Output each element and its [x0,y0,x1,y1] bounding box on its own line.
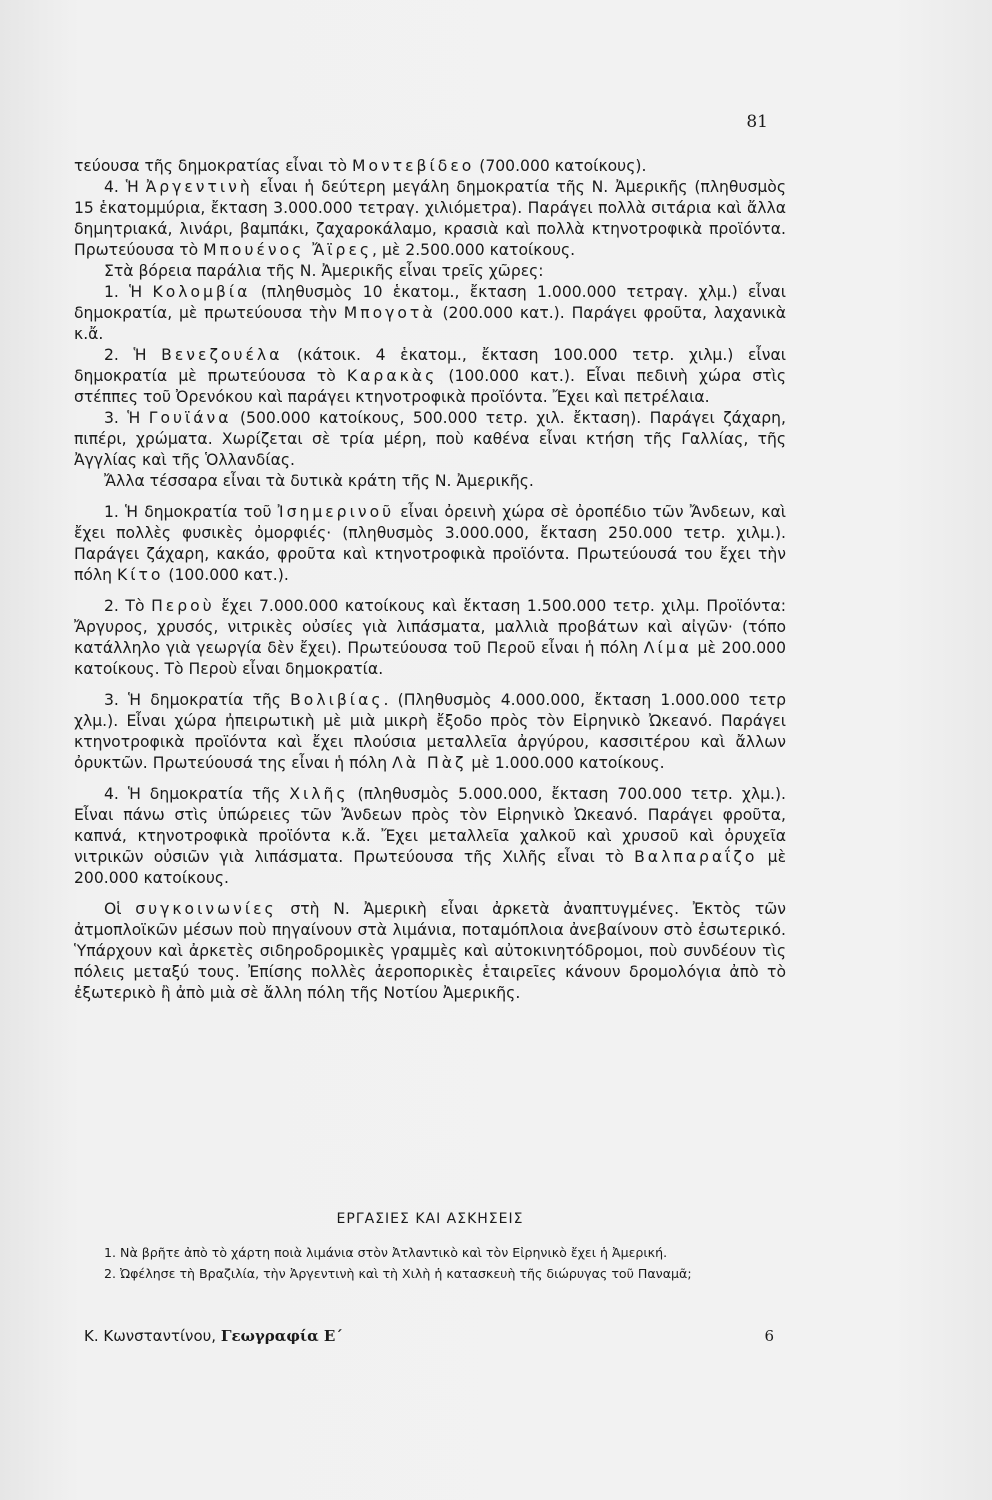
country-chile: Χιλῆς [289,785,349,803]
country-peru: Περοὺ [151,597,215,615]
signature-number: 6 [764,1327,774,1345]
city-caracas: Καρακὰς [346,367,438,385]
spacer [74,680,786,690]
page-footer [84,1327,774,1345]
country-bolivia: Βολιβίας [290,691,384,709]
body-text [74,156,786,1004]
paragraph-bolivia: 3. Ἡ δημοκρατία τῆς Βολιβίας. (Πληθυσμὸς 4.000.000, ἔκταση 1.000.000 τετρ χλμ.). Εἶναι χώρα ἠπειρωτικὴ μὲ μιὰ μικρὴ ἔξοδο πρὸς τὸν Εἰρηνικὸ Ὠκεανό. Παράγει κτηνοτροφικὰ προϊόντα καὶ ἔχει πλούσια μεταλλεῖα ἀργύρου, κασσιτέρου καὶ ἄλλων ὀρυκτῶν. Πρωτεύουσά της εἶναι ἡ πόλη Λὰ Πὰζ μὲ 1.000.000 κατοίκους. [74,691,787,772]
paragraph-venezuela: 2. Ἡ Βενεζουέλα (κάτοικ. 4 ἑκατομ., ἔκταση 100.000 τετρ. χιλμ.) εἶναι δημοκρατία μὲ πρωτεύουσα τὸ Καρακὰς (100.000 κατ.). Εἶναι πεδινὴ χώρα στὶς στέππες τοῦ Ὀρενόκου καὶ παράγει κτηνοτροφικὰ προϊόντα. Ἔχει καὶ πετρέλαια. [74,346,787,406]
spacer [74,889,786,899]
country-colombia: Κολομβία [152,283,251,301]
city-montevideo: Μοντεβίδεο [352,157,475,175]
city-lima: Λίμα [643,639,692,657]
exercises-list [78,1244,784,1286]
paragraph-communications: Οἱ συγκοινωνίες στὴ Ν. Ἀμερικὴ εἶναι ἀρκετὰ ἀναπτυγμένες. Ἐκτὸς τῶν ἀτμοπλοϊκῶν μέσων ποὺ πηγαίνουν στὰ λιμάνια, ποταμόπλοια ἀνεβαίνουν στὸ ἐσωτερικό. Ὑπάρχουν καὶ ἀρκετὲς σιδηροδρομικὲς γραμμὲς καὶ αὐτοκινητόδρομοι, ποὺ συνδέουν τὶς πόλεις μεταξύ τους. Ἐπίσης πολλὲς ἀεροπορικὲς ἑταιρεῖες κάνουν δρομολόγια ἀπὸ τὸ ἐξωτερικὸ ἢ ἀπὸ μιὰ σὲ ἄλλη πόλη τῆς Νοτίου Ἀμερικῆς. [74,900,786,1002]
paragraph-colombia: 1. Ἡ Κολομβία (πληθυσμὸς 10 ἑκατομ., ἔκταση 1.000.000 τετραγ. χλμ.) εἶναι δημοκρατία, μὲ πρωτεύουσα τὴν Μπογοτὰ (200.000 κατ.). Παράγει φροῦτα, λαχανικὰ κ.ἄ. [74,283,786,343]
footer-author: Κ. Κωνσταντίνου, [84,1327,221,1345]
exercises-title: ΕΡΓΑΣΙΕΣ ΚΑΙ ΑΣΚΗΣΕΙΣ [336,1211,524,1227]
paragraph-argentina: 4. Ἡ Ἀργεντινὴ εἶναι ἡ δεύτερη μεγάλη δημοκρατία τῆς Ν. Ἀμερικῆς (πληθυσμὸς 15 ἑκατομμύρια, ἔκταση 3.000.000 τετραγ. χιλιόμετρα). Παράγει πολλὰ σιτάρια καὶ ἄλλα δημητριακά, λινάρι, βαμπάκι, ζαχαροκάλαμο, κρασιὰ καὶ πολλὰ κτηνοτροφικὰ προϊόντα. Πρωτεύουσα τὸ Μπουένος Ἄϊρες, μὲ 2.500.000 κατοίκους. [74,178,786,259]
city-la-paz: Λὰ Πὰζ [392,754,467,772]
paragraph-ecuador: 1. Ἡ δημοκρατία τοῦ Ἰσημερινοῦ εἶναι ὀρεινὴ χώρα σὲ ὀροπέδιο τῶν Ἄνδεων, καὶ ἔχει πολλὲς φυσικὲς ὀμορφιές· (πληθυσμὸς 3.000.000, ἔκταση 250.000 τετρ. χιλμ.). Παράγει ζάχαρη, κακάο, φροῦτα καὶ κτηνοτροφικὰ προϊόντα. Πρωτεύουσά του ἔχει τὴν πόλη Κίτο (100.000 κατ.). [74,503,787,584]
city-valparaiso: Βαλπαραΐζο [634,848,758,866]
city-bogota: Μπογοτὰ [343,304,436,322]
paragraph-north-intro: Στὰ βόρεια παράλια τῆς Ν. Ἀμερικῆς εἶναι τρεῖς χῶρες: [104,262,544,280]
footer-book-title: Γεωγραφία Ε΄ [220,1327,343,1345]
city-quito: Κίτο [117,566,164,584]
exercise-item: 1. Νὰ βρῆτε ἀπὸ τὸ χάρτη ποιὰ λιμάνια στὸν Ἀτλαντικὸ καὶ τὸν Εἰρηνικὸ ἔχει ἡ Ἀμερική. [104,1245,668,1260]
spacer [74,492,786,502]
country-venezuela: Βενεζουέλα [161,346,283,364]
paragraph-uruguay-end: τεύουσα τῆς δημοκρατίας εἶναι τὸ Μοντεβίδεο (700.000 κατοίκους). [74,157,647,175]
exercise-item: 2. Ὠφέλησε τὴ Βραζιλία, τὴν Ἀργεντινὴ καὶ τὴ Χιλὴ ἡ κατασκευὴ τῆς διώρυγας τοῦ Παναμᾶ; [104,1266,692,1281]
country-argentina: Ἀργεντινὴ [145,178,253,196]
term-communications: συγκοινωνίες [135,900,277,918]
page-number: 81 [746,112,768,132]
spacer [74,586,786,596]
paragraph-chile: 4. Ἡ δημοκρατία τῆς Χιλῆς (πληθυσμὸς 5.000.000, ἔκταση 700.000 τετρ. χλμ.). Εἶναι πάνω στὶς ὑπώρειες τῶν Ἄνδεων πρὸς τὸν Εἰρηνικὸ Ὠκεανό. Παράγει φροῦτα, καπνά, κτηνοτροφικὰ προϊόντα κ.ἄ. Ἔχει μεταλλεῖα χαλκοῦ καὶ χρυσοῦ καὶ ὀρυχεῖα νιτρικῶν οὐσιῶν γιὰ λιπάσματα. Πρωτεύουσα τῆς Χιλῆς εἶναι τὸ Βαλπαραΐζο μὲ 200.000 κατοίκους. [74,785,787,887]
paragraph-peru: 2. Τὸ Περοὺ ἔχει 7.000.000 κατοίκους καὶ ἔκταση 1.500.000 τετρ. χιλμ. Προϊόντα: Ἄργυρος, χρυσός, νιτρικὲς οὐσίες γιὰ λιπάσματα, μαλλιὰ προβάτων καὶ αἰγῶν· (τόπο κατάλληλο γιὰ γεωργία δὲν ἔχει). Πρωτεύουσα τοῦ Περοῦ εἶναι ἡ πόλη Λίμα μὲ 200.000 κατοίκους. Τὸ Περοὺ εἶναι δημοκρατία. [74,597,787,678]
country-guiana: Γουϊάνα [148,409,232,427]
paragraph-guiana: 3. Ἡ Γουϊάνα (500.000 κατοίκους, 500.000 τετρ. χιλ. ἔκταση). Παράγει ζάχαρη, πιπέρι, χρώματα. Χωρίζεται σὲ τρία μέρη, ποὺ καθένα εἶναι κτήση τῆς Γαλλίας, τῆς Ἀγγλίας καὶ τῆς Ὁλλανδίας. [74,409,786,469]
footer-book-reference [84,1327,343,1345]
paragraph-west-intro: Ἄλλα τέσσαρα εἶναι τὰ δυτικὰ κράτη τῆς Ν. Ἀμερικῆς. [104,472,534,490]
spacer [74,774,786,784]
city-buenos-aires: Μπουένος Ἄϊρες [203,241,373,259]
country-ecuador: Ἰσημερινοῦ [277,503,395,521]
